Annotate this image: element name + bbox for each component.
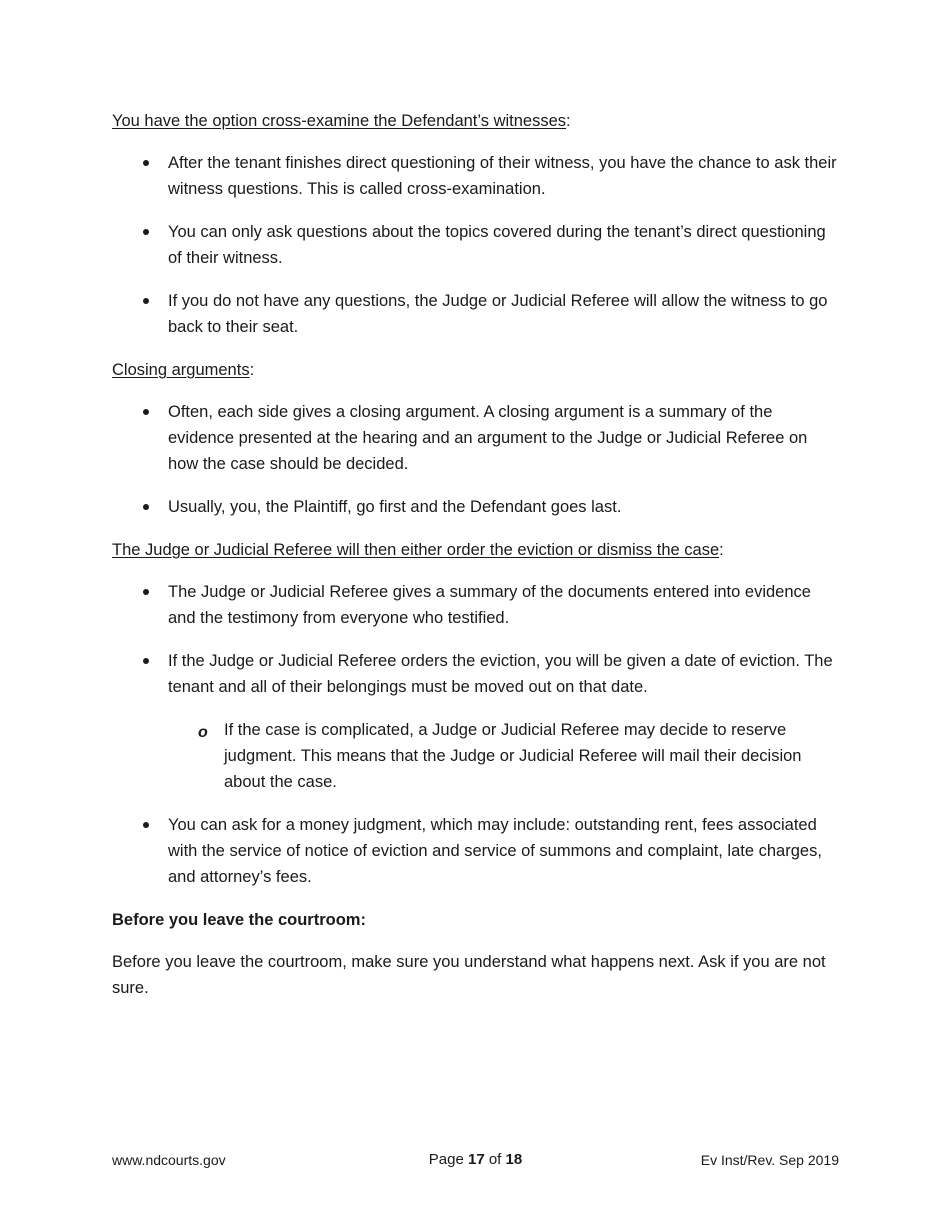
section-heading-cross-examine [112, 108, 842, 134]
bullet-icon [143, 504, 149, 510]
list-item [112, 399, 842, 477]
list-item [112, 150, 842, 202]
list-item-text: Often, each side gives a closing argument. A closing argument is a summary of the evidence presented at the hearing and an argument to the Judge or Judicial Referee on how the case should be decided. [168, 403, 808, 473]
list-item-text: If the Judge or Judicial Referee orders the eviction, you will be given a date of eviction. The tenant and all of their belongings must be moved out on that date. [168, 652, 833, 696]
final-heading: Before you leave the courtroom: [112, 911, 366, 929]
bullet-list-closing-arguments [112, 399, 842, 520]
heading-suffix: : [566, 112, 571, 130]
bullet-icon [143, 160, 149, 166]
page-prefix: Page [428, 1151, 468, 1168]
document-body [112, 108, 842, 1001]
final-paragraph: Before you leave the courtroom, make sure you understand what happens next. Ask if you are not sure. [112, 953, 826, 997]
sub-list-item [168, 717, 842, 795]
list-item-text: You can ask for a money judgment, which may include: outstanding rent, fees associated with the service of notice of eviction and service of summons and complaint, late charges, and attorney’s fees. [168, 816, 822, 886]
list-item [112, 219, 842, 271]
page-current: 17 [467, 1151, 485, 1168]
page-of: of [484, 1151, 506, 1168]
bullet-icon [143, 409, 149, 415]
footer-website: www.ndcourts.gov [112, 1152, 226, 1168]
bullet-icon [143, 229, 149, 235]
list-item-text: The Judge or Judicial Referee gives a summary of the documents entered into evidence and the testimony from everyone who testified. [168, 583, 811, 627]
heading-text: You have the option cross-examine the Defendant’s witnesses [112, 112, 567, 130]
heading-suffix: : [249, 361, 255, 379]
sub-list-item-text: If the case is complicated, a Judge or Judicial Referee may decide to reserve judgment. This means that the Judge or Judicial Referee will mail their decision about the case. [224, 721, 802, 791]
list-item [112, 812, 842, 890]
bullet-icon [143, 822, 149, 828]
list-item [112, 288, 842, 340]
section-heading-order-or-dismiss [112, 537, 842, 563]
list-item-text: You can only ask questions about the topics covered during the tenant’s direct questioning of their witness. [168, 223, 826, 267]
circle-bullet-icon: o [198, 724, 208, 741]
list-item-text: Usually, you, the Plaintiff, go first and the Defendant goes last. [168, 498, 622, 516]
list-item-text: If you do not have any questions, the Judge or Judicial Referee will allow the witness to go back to their seat. [168, 292, 828, 336]
heading-suffix: : [719, 541, 724, 559]
page-total: 18 [505, 1151, 523, 1168]
list-item [112, 579, 842, 631]
bullet-icon [143, 589, 149, 595]
list-item-text: After the tenant finishes direct questioning of their witness, you have the chance to ask their witness questions. This is called cross-examination. [168, 154, 837, 198]
bullet-icon [143, 658, 149, 664]
heading-text: The Judge or Judicial Referee will then either order the eviction or dismiss the case [112, 541, 720, 559]
list-item [112, 494, 842, 520]
section-heading-closing-arguments [112, 357, 842, 383]
sub-bullet-list [168, 717, 842, 795]
heading-text: Closing arguments [112, 361, 250, 379]
bullet-list-cross-examine [112, 150, 842, 340]
footer-revision: Ev Inst/Rev. Sep 2019 [700, 1152, 839, 1168]
bullet-list-order-or-dismiss [112, 579, 842, 890]
list-item [112, 648, 842, 795]
page-footer [112, 1152, 839, 1174]
bullet-icon [143, 298, 149, 304]
